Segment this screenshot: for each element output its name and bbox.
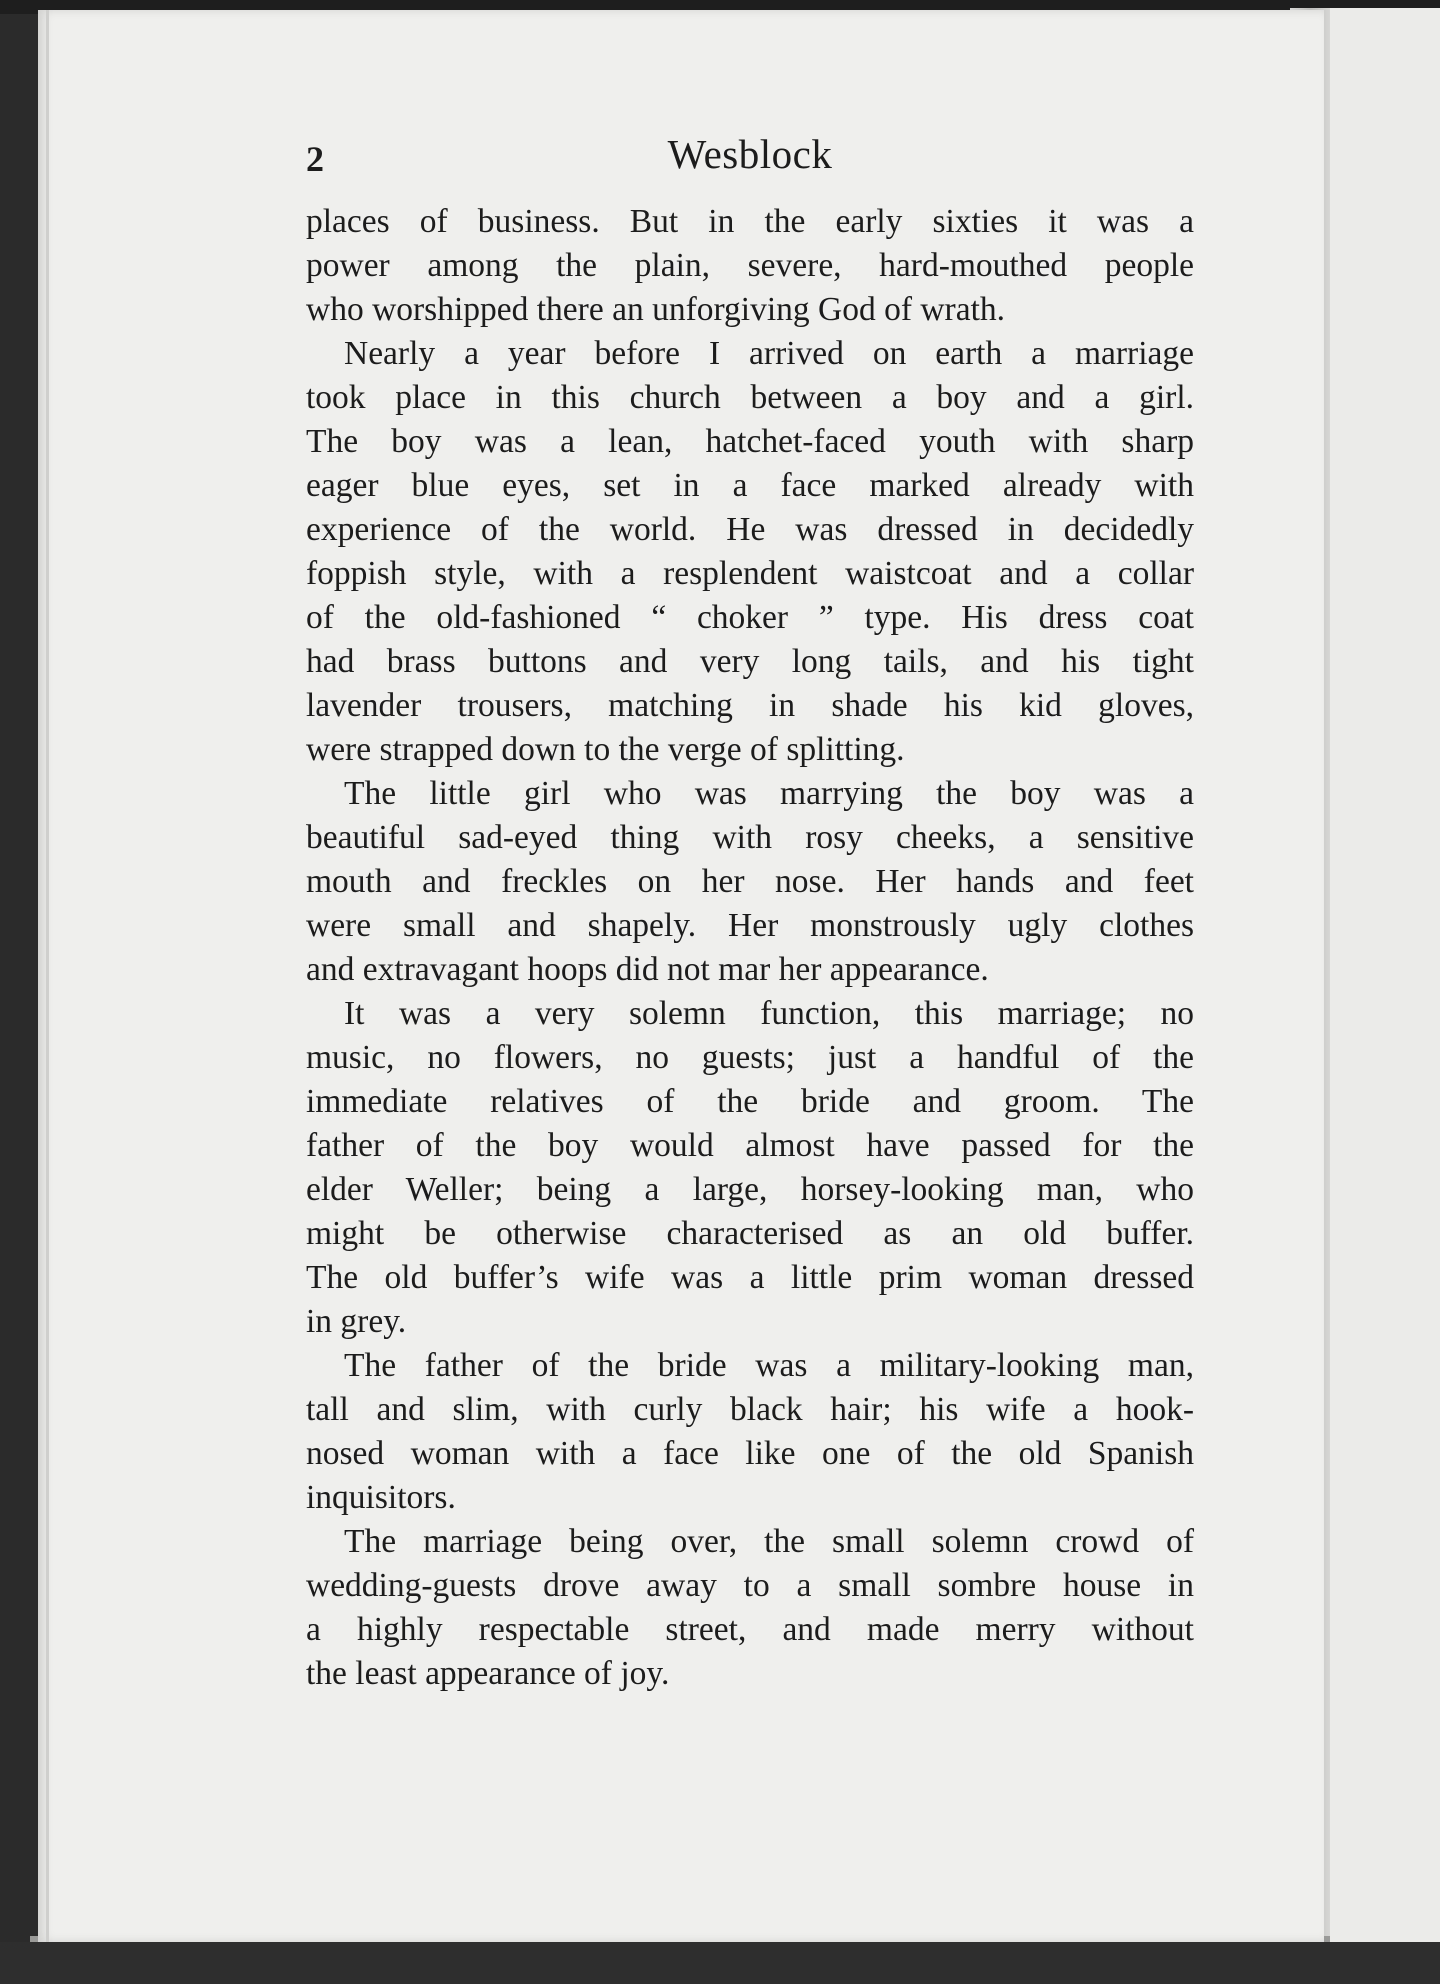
- text-line: beautiful sad-eyed thing with rosy cheeks, a sensitive: [306, 819, 1194, 856]
- scanner-bottom-edge: [0, 1942, 1440, 1984]
- text-line: of the old-fashioned “ choker ” type. His dress coat: [306, 599, 1194, 636]
- paragraph: [306, 992, 1194, 1344]
- text-line: The father of the bride was a military-looking man,: [344, 1347, 1194, 1384]
- text-line: power among the plain, severe, hard-mouthed people: [306, 247, 1194, 284]
- text-line: in grey.: [306, 1303, 407, 1340]
- running-title: Wesblock: [667, 131, 833, 177]
- page-number: 2: [306, 139, 324, 179]
- text-line: The boy was a lean, hatchet-faced youth with sharp: [306, 423, 1194, 460]
- text-line: It was a very solemn function, this marriage; no: [344, 995, 1194, 1032]
- text-line: Nearly a year before I arrived on earth a marriage: [344, 335, 1194, 372]
- text-line: father of the boy would almost have passed for the: [306, 1127, 1194, 1164]
- paragraph: [306, 332, 1194, 772]
- paragraph: [306, 1344, 1194, 1520]
- text-line: the least appearance of joy.: [306, 1655, 670, 1692]
- facing-page-edge: [1330, 8, 1440, 1948]
- text-line: experience of the world. He was dressed in decidedly: [306, 511, 1194, 548]
- text-line: immediate relatives of the bride and groom. The: [306, 1083, 1194, 1120]
- text-line: eager blue eyes, set in a face marked already with: [306, 467, 1194, 504]
- text-line: The old buffer’s wife was a little prim woman dressed: [306, 1259, 1194, 1296]
- text-line: a highly respectable street, and made merry without: [306, 1611, 1194, 1648]
- body-text: [306, 200, 1194, 1696]
- text-line: The little girl who was marrying the boy was a: [344, 775, 1194, 812]
- text-line: music, no flowers, no guests; just a handful of the: [306, 1039, 1194, 1076]
- text-line: might be otherwise characterised as an old buffer.: [306, 1215, 1194, 1252]
- running-head: [306, 130, 1194, 200]
- text-line: were strapped down to the verge of splitting.: [306, 731, 905, 768]
- text-line: who worshipped there an unforgiving God of wrath.: [306, 291, 1006, 328]
- text-line: The marriage being over, the small solemn crowd of: [344, 1523, 1194, 1560]
- text-line: foppish style, with a resplendent waistcoat and a collar: [306, 555, 1194, 592]
- paragraph: [306, 1520, 1194, 1696]
- page-text-block: [306, 130, 1194, 1696]
- text-line: nosed woman with a face like one of the old Spanish: [306, 1435, 1194, 1472]
- text-line: wedding-guests drove away to a small sombre house in: [306, 1567, 1194, 1604]
- text-line: were small and shapely. Her monstrously ugly clothes: [306, 907, 1194, 944]
- text-line: inquisitors.: [306, 1479, 456, 1516]
- text-line: and extravagant hoops did not mar her appearance.: [306, 951, 989, 988]
- text-line: lavender trousers, matching in shade his kid gloves,: [306, 687, 1194, 724]
- text-line: elder Weller; being a large, horsey-looking man, who: [306, 1171, 1194, 1208]
- text-line: had brass buttons and very long tails, and his tight: [306, 643, 1194, 680]
- text-line: mouth and freckles on her nose. Her hands and feet: [306, 863, 1194, 900]
- text-line: places of business. But in the early sixties it was a: [306, 203, 1194, 240]
- page-left-border: [46, 10, 49, 1942]
- text-line: tall and slim, with curly black hair; his wife a hook-: [306, 1391, 1194, 1428]
- paragraph: [306, 200, 1194, 332]
- text-line: took place in this church between a boy and a girl.: [306, 379, 1194, 416]
- paragraph: [306, 772, 1194, 992]
